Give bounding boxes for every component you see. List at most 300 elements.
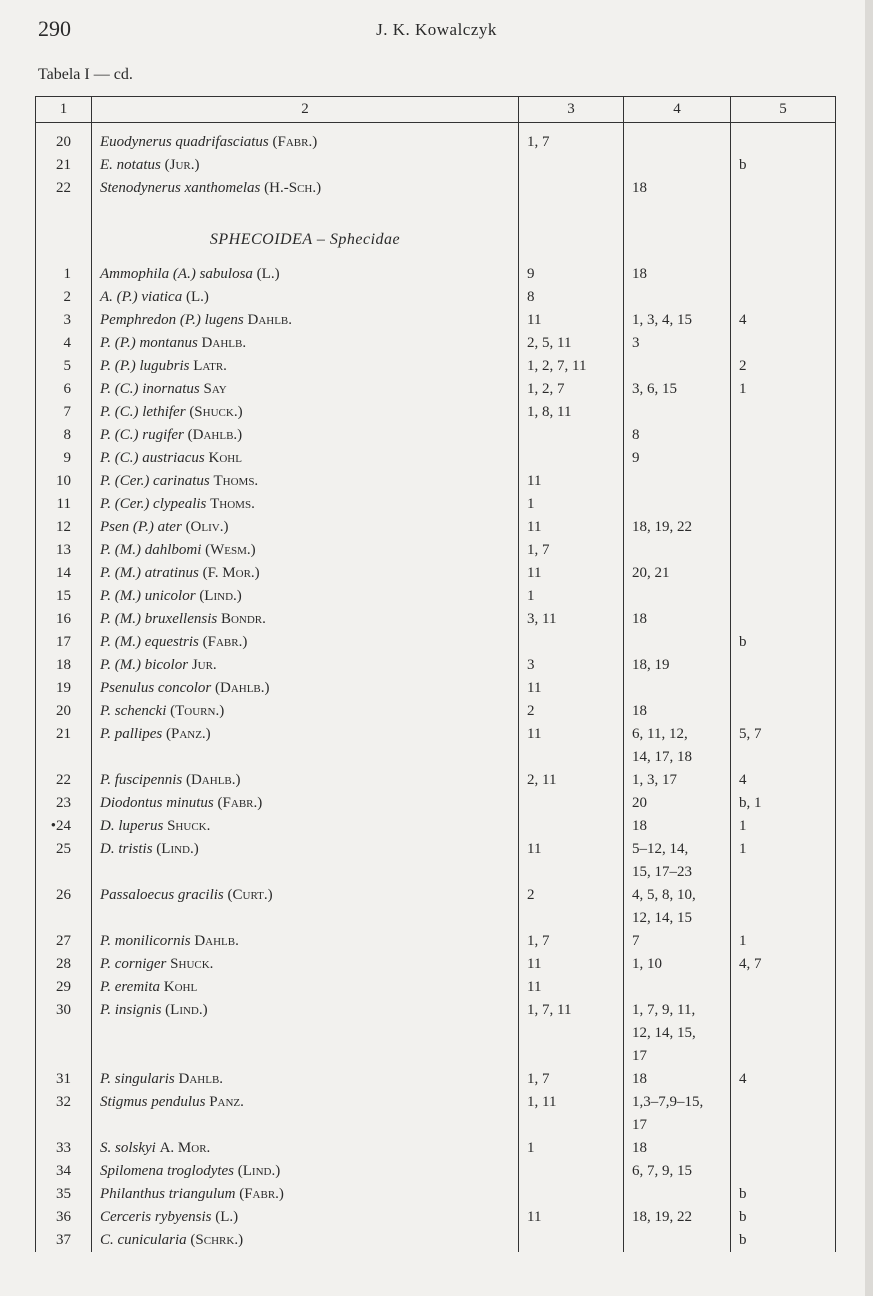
table-row	[36, 263, 836, 286]
column-5-value	[731, 1160, 836, 1183]
species-epithet: rybyensis	[154, 1209, 212, 1225]
species-name	[92, 263, 519, 286]
column-4-value	[624, 154, 731, 177]
column-4-value: 1, 10	[624, 953, 731, 976]
genus: Spilomena	[100, 1163, 164, 1179]
species-epithet: (P.) lugubris	[114, 358, 190, 374]
column-3-value: 1, 7, 11	[519, 999, 624, 1068]
table-row	[36, 1068, 836, 1091]
column-4-value	[624, 470, 731, 493]
row-number: 27	[36, 930, 92, 953]
row-number: 37	[36, 1229, 92, 1252]
author: Say	[203, 381, 227, 397]
column-5-value: b	[731, 1183, 836, 1206]
species-epithet: (M.) bruxellensis	[114, 611, 218, 627]
column-5-value	[731, 447, 836, 470]
species-name	[92, 123, 519, 155]
column-3-value	[519, 1229, 624, 1252]
column-4-value: 1, 7, 9, 11, 12, 14, 15, 17	[624, 999, 731, 1068]
author: (Lind.)	[156, 841, 199, 857]
column-4-value: 5–12, 14, 15, 17–23	[624, 838, 731, 884]
column-5-value	[731, 1091, 836, 1137]
row-number: 28	[36, 953, 92, 976]
column-4-value: 3, 6, 15	[624, 378, 731, 401]
table-row	[36, 1229, 836, 1252]
column-5-value: b	[731, 154, 836, 177]
table-row	[36, 447, 836, 470]
species-name	[92, 884, 519, 930]
row-number: 23	[36, 792, 92, 815]
author: Kohl	[163, 979, 198, 995]
table-row	[36, 177, 836, 200]
column-3-value: 11	[519, 516, 624, 539]
species-epithet: (P.) viatica	[116, 289, 183, 305]
genus: P.	[100, 634, 111, 650]
column-3-value: 1, 7	[519, 123, 624, 155]
row-number: 22	[36, 769, 92, 792]
row-number: 25	[36, 838, 92, 884]
genus: P.	[100, 335, 111, 351]
row-number: 8	[36, 424, 92, 447]
author: (L.)	[185, 289, 209, 305]
species-name	[92, 493, 519, 516]
row-number: 31	[36, 1068, 92, 1091]
genus: P.	[100, 588, 111, 604]
column-5-value: 1	[731, 378, 836, 401]
author: (Lind.)	[165, 1002, 208, 1018]
column-3-value: 1, 11	[519, 1091, 624, 1137]
column-3-value: 1, 2, 7	[519, 378, 624, 401]
column-3-value: 1, 7	[519, 930, 624, 953]
species-name	[92, 953, 519, 976]
column-4-value	[624, 1183, 731, 1206]
author: (Dahlb.)	[187, 427, 243, 443]
column-header-5: 5	[731, 97, 836, 123]
row-number: 29	[36, 976, 92, 999]
row-number: 21	[36, 723, 92, 769]
species-epithet: (C.) austriacus	[114, 450, 205, 466]
row-number: 30	[36, 999, 92, 1068]
column-3-value: 1, 7	[519, 1068, 624, 1091]
column-4-value: 7	[624, 930, 731, 953]
genus: Psen	[100, 519, 130, 535]
species-name	[92, 1091, 519, 1137]
species-epithet: (P.) lugens	[179, 312, 244, 328]
column-4-value	[624, 355, 731, 378]
row-number: 36	[36, 1206, 92, 1229]
species-name	[92, 424, 519, 447]
column-4-value: 20	[624, 792, 731, 815]
column-3-value	[519, 424, 624, 447]
table-row	[36, 539, 836, 562]
author: (Schrk.)	[190, 1232, 244, 1248]
genus: P.	[100, 1002, 111, 1018]
species-name	[92, 677, 519, 700]
species-epithet: (M.) atratinus	[114, 565, 199, 581]
table-row	[36, 700, 836, 723]
species-epithet: schencki	[114, 703, 167, 719]
species-name	[92, 838, 519, 884]
column-3-value	[519, 792, 624, 815]
row-number: 26	[36, 884, 92, 930]
column-4-value: 18	[624, 1137, 731, 1160]
species-epithet: cunicularia	[117, 1232, 187, 1248]
species-name	[92, 815, 519, 838]
species-name	[92, 792, 519, 815]
page-edge-shadow	[865, 0, 873, 1296]
genus: Psenulus	[100, 680, 155, 696]
table-row	[36, 585, 836, 608]
species-name	[92, 355, 519, 378]
genus: A.	[100, 289, 113, 305]
author: Dahlb.	[194, 933, 239, 949]
column-3-value	[519, 815, 624, 838]
genus: P.	[100, 703, 111, 719]
species-name	[92, 585, 519, 608]
genus: Cerceris	[100, 1209, 152, 1225]
author: (Dahlb.)	[215, 680, 270, 696]
table-row	[36, 332, 836, 355]
species-name	[92, 378, 519, 401]
species-name	[92, 309, 519, 332]
species-name	[92, 1229, 519, 1252]
column-5-value: 1	[731, 815, 836, 838]
species-epithet: (M.) equestris	[114, 634, 199, 650]
column-5-value: b	[731, 1206, 836, 1229]
row-number: 9	[36, 447, 92, 470]
species-epithet: pendulus	[151, 1094, 206, 1110]
genus: P.	[100, 772, 111, 788]
author: A. Mor.	[159, 1140, 211, 1156]
column-4-value: 4, 5, 8, 10, 12, 14, 15	[624, 884, 731, 930]
column-5-value	[731, 332, 836, 355]
column-4-value: 1,3–7,9–15, 17	[624, 1091, 731, 1137]
section-spacer	[731, 200, 836, 263]
species-name	[92, 470, 519, 493]
column-5-value	[731, 999, 836, 1068]
table-row	[36, 769, 836, 792]
column-4-value: 6, 11, 12, 14, 17, 18	[624, 723, 731, 769]
row-number: 10	[36, 470, 92, 493]
author: (Jur.)	[164, 157, 200, 173]
column-5-value: b, 1	[731, 792, 836, 815]
species-epithet: gracilis	[177, 887, 224, 903]
genus: P.	[100, 427, 111, 443]
column-3-value: 11	[519, 677, 624, 700]
species-epithet: tristis	[118, 841, 153, 857]
species-name	[92, 539, 519, 562]
genus: P.	[100, 473, 111, 489]
column-5-value	[731, 585, 836, 608]
column-3-value: 1, 8, 11	[519, 401, 624, 424]
column-5-value	[731, 677, 836, 700]
genus: D.	[100, 818, 115, 834]
genus: Diodontus	[100, 795, 163, 811]
column-4-value: 18	[624, 815, 731, 838]
species-epithet: eremita	[114, 979, 160, 995]
species-epithet: xanthomelas	[184, 180, 261, 196]
column-4-value: 8	[624, 424, 731, 447]
table-row	[36, 355, 836, 378]
column-5-value: 1	[731, 838, 836, 884]
page-number: 290	[38, 16, 71, 41]
genus: Stigmus	[100, 1094, 148, 1110]
author: (Fabr.)	[272, 134, 318, 150]
table-row	[36, 493, 836, 516]
row-number: 15	[36, 585, 92, 608]
column-5-value	[731, 470, 836, 493]
column-5-value	[731, 177, 836, 200]
author: Panz.	[209, 1094, 244, 1110]
author: Shuck.	[167, 818, 211, 834]
column-4-value: 18, 19, 22	[624, 516, 731, 539]
author: Bondr.	[220, 611, 266, 627]
row-number: 7	[36, 401, 92, 424]
row-number: 3	[36, 309, 92, 332]
author: Kohl	[208, 450, 242, 466]
species-epithet: quadrifasciatus	[175, 134, 269, 150]
species-epithet: solskyi	[115, 1140, 156, 1156]
genus: D.	[100, 841, 115, 857]
column-4-value	[624, 539, 731, 562]
column-5-value	[731, 700, 836, 723]
column-5-value	[731, 539, 836, 562]
column-3-value: 2	[519, 884, 624, 930]
table-row	[36, 815, 836, 838]
genus: Pemphredon	[100, 312, 177, 328]
species-name	[92, 769, 519, 792]
column-3-value: 1, 2, 7, 11	[519, 355, 624, 378]
table-row	[36, 953, 836, 976]
column-3-value: 8	[519, 286, 624, 309]
genus: P.	[100, 496, 111, 512]
column-3-value: 11	[519, 562, 624, 585]
column-4-value	[624, 631, 731, 654]
species-name	[92, 631, 519, 654]
species-name	[92, 1160, 519, 1183]
table-header-row	[36, 97, 836, 123]
author: Latr.	[193, 358, 227, 374]
column-5-value	[731, 424, 836, 447]
table-row	[36, 154, 836, 177]
table-row	[36, 401, 836, 424]
author: (Fabr.)	[217, 795, 263, 811]
row-number: 19	[36, 677, 92, 700]
author: (Fabr.)	[202, 634, 248, 650]
column-3-value: 11	[519, 470, 624, 493]
column-4-value	[624, 123, 731, 155]
row-number: 6	[36, 378, 92, 401]
row-number: 35	[36, 1183, 92, 1206]
species-epithet: (C.) lethifer	[114, 404, 186, 420]
column-5-value	[731, 562, 836, 585]
column-4-value: 18	[624, 608, 731, 631]
species-name	[92, 286, 519, 309]
row-number: 34	[36, 1160, 92, 1183]
row-number: 4	[36, 332, 92, 355]
species-name	[92, 1206, 519, 1229]
table-row	[36, 309, 836, 332]
genus: P.	[100, 404, 111, 420]
author: (L.)	[215, 1209, 239, 1225]
species-name	[92, 608, 519, 631]
species-epithet: (M.) dahlbomi	[114, 542, 202, 558]
author: Jur.	[191, 657, 217, 673]
row-number: 13	[36, 539, 92, 562]
column-5-value	[731, 976, 836, 999]
column-4-value	[624, 585, 731, 608]
species-table	[35, 96, 836, 1252]
column-3-value	[519, 1183, 624, 1206]
row-number: 17	[36, 631, 92, 654]
column-4-value: 1, 3, 17	[624, 769, 731, 792]
column-3-value: 1	[519, 585, 624, 608]
species-name	[92, 1068, 519, 1091]
column-4-value: 18, 19, 22	[624, 1206, 731, 1229]
table-row	[36, 976, 836, 999]
column-5-value: 4	[731, 769, 836, 792]
table-row	[36, 1137, 836, 1160]
table-row	[36, 792, 836, 815]
column-5-value	[731, 123, 836, 155]
row-number: 5	[36, 355, 92, 378]
genus: S.	[100, 1140, 112, 1156]
species-epithet: monilicornis	[114, 933, 191, 949]
column-4-value	[624, 493, 731, 516]
genus: E.	[100, 157, 113, 173]
genus: P.	[100, 358, 111, 374]
column-3-value: 11	[519, 309, 624, 332]
column-4-value	[624, 976, 731, 999]
species-epithet: pallipes	[114, 726, 163, 742]
column-3-value: 1	[519, 493, 624, 516]
row-number: 12	[36, 516, 92, 539]
table-row	[36, 286, 836, 309]
column-3-value: 1	[519, 1137, 624, 1160]
table-row	[36, 123, 836, 155]
row-number: 33	[36, 1137, 92, 1160]
column-3-value: 11	[519, 723, 624, 769]
table-caption: Tabela I — cd.	[38, 66, 133, 83]
column-5-value	[731, 654, 836, 677]
table-row	[36, 677, 836, 700]
column-4-value: 3	[624, 332, 731, 355]
running-head: J. K. Kowalczyk	[376, 20, 497, 39]
genus: P.	[100, 542, 111, 558]
table-row	[36, 930, 836, 953]
species-name	[92, 447, 519, 470]
column-3-value	[519, 154, 624, 177]
author: (Tourn.)	[170, 703, 225, 719]
row-number: 1	[36, 263, 92, 286]
genus: P.	[100, 1071, 111, 1087]
column-3-value: 9	[519, 263, 624, 286]
row-number: •24	[36, 815, 92, 838]
author: (Dahlb.)	[185, 772, 241, 788]
species-epithet: (A.) sabulosa	[172, 266, 253, 282]
column-header-2: 2	[92, 97, 519, 123]
author: (Lind.)	[237, 1163, 281, 1179]
column-5-value	[731, 884, 836, 930]
genus: C.	[100, 1232, 114, 1248]
table-row	[36, 562, 836, 585]
table-row	[36, 1091, 836, 1137]
species-name	[92, 516, 519, 539]
row-number: 32	[36, 1091, 92, 1137]
author: (L.)	[256, 266, 280, 282]
column-3-value: 11	[519, 1206, 624, 1229]
species-epithet: luperus	[118, 818, 164, 834]
column-3-value	[519, 631, 624, 654]
row-number: 21	[36, 154, 92, 177]
column-5-value	[731, 1137, 836, 1160]
genus: P.	[100, 381, 111, 397]
row-number: 20	[36, 700, 92, 723]
species-epithet: (M.) bicolor	[114, 657, 189, 673]
species-epithet: (Cer.) carinatus	[114, 473, 210, 489]
species-name	[92, 1183, 519, 1206]
species-name	[92, 930, 519, 953]
row-number: 22	[36, 177, 92, 200]
column-4-value	[624, 286, 731, 309]
column-3-value	[519, 177, 624, 200]
column-5-value	[731, 493, 836, 516]
table-row	[36, 999, 836, 1068]
species-epithet: triangulum	[168, 1186, 236, 1202]
author: (Oliv.)	[185, 519, 229, 535]
species-name	[92, 654, 519, 677]
species-name	[92, 332, 519, 355]
column-4-value: 18, 19	[624, 654, 731, 677]
column-4-value: 18	[624, 177, 731, 200]
author: (H.-Sch.)	[264, 180, 322, 196]
row-number: 14	[36, 562, 92, 585]
column-3-value: 2, 11	[519, 769, 624, 792]
column-3-value	[519, 447, 624, 470]
column-4-value	[624, 401, 731, 424]
table-row	[36, 1206, 836, 1229]
column-4-value: 18	[624, 263, 731, 286]
column-5-value: b	[731, 631, 836, 654]
author: Shuck.	[170, 956, 214, 972]
author: Dahlb.	[201, 335, 247, 351]
column-4-value: 6, 7, 9, 15	[624, 1160, 731, 1183]
column-5-value: b	[731, 1229, 836, 1252]
genus: Passaloecus	[100, 887, 175, 903]
author: (Lind.)	[199, 588, 242, 604]
column-5-value	[731, 516, 836, 539]
species-name	[92, 154, 519, 177]
table-row	[36, 1160, 836, 1183]
row-number: 2	[36, 286, 92, 309]
column-5-value: 1	[731, 930, 836, 953]
author: (Fabr.)	[239, 1186, 284, 1202]
column-5-value	[731, 401, 836, 424]
table-body	[36, 123, 836, 1253]
table-row	[36, 654, 836, 677]
table-row	[36, 838, 836, 884]
species-epithet: minutus	[166, 795, 214, 811]
author: (F. Mor.)	[202, 565, 260, 581]
species-name	[92, 401, 519, 424]
column-3-value: 11	[519, 953, 624, 976]
table-row	[36, 884, 836, 930]
species-epithet: (P.) ater	[132, 519, 182, 535]
genus: P.	[100, 565, 111, 581]
section-row	[36, 200, 836, 263]
column-header-1: 1	[36, 97, 92, 123]
author: (Curt.)	[227, 887, 273, 903]
